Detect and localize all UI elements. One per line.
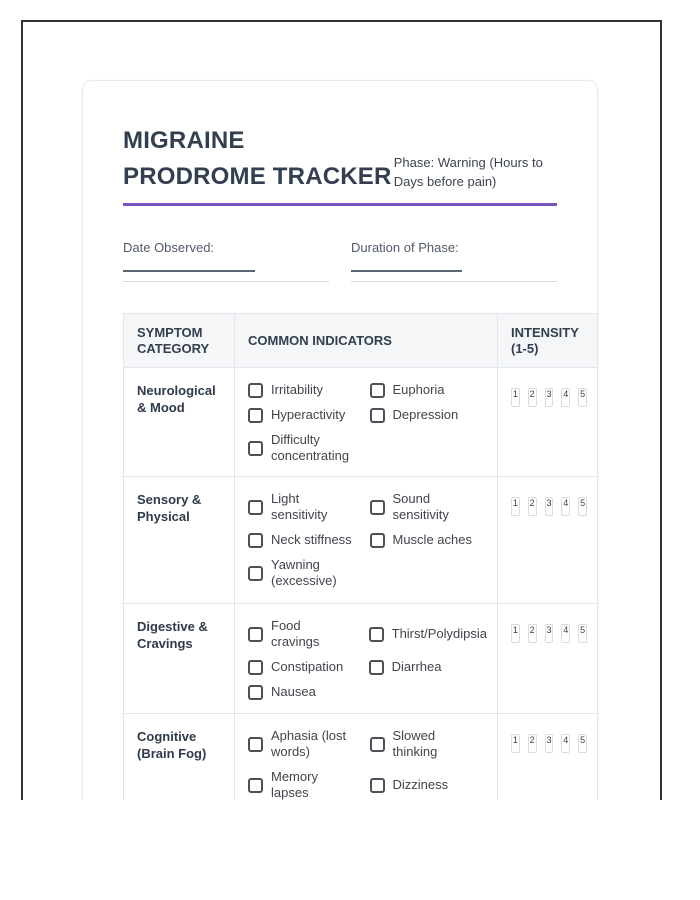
intensity-checkbox-1[interactable] xyxy=(511,624,520,643)
indicators-cell xyxy=(235,368,498,477)
intensity-checkbox-3[interactable] xyxy=(545,497,554,516)
checkbox-dizziness[interactable] xyxy=(370,778,385,793)
intensity-digit: 2 xyxy=(529,625,535,635)
indicator-item-neck-stiffness[interactable] xyxy=(248,532,366,548)
date-observed-label: Date Observed: xyxy=(123,240,215,255)
date-observed-underline xyxy=(123,281,329,282)
indicator-label: Memory lapses xyxy=(271,769,318,800)
intensity-digit: 3 xyxy=(546,625,552,635)
intensity-checkbox-3[interactable] xyxy=(545,734,554,753)
intensity-checkbox-4[interactable] xyxy=(561,734,570,753)
checkbox-slowed-thinking[interactable] xyxy=(370,737,385,752)
intensity-checkbox-5[interactable] xyxy=(578,497,587,516)
checkbox-euphoria[interactable] xyxy=(370,383,385,398)
intensity-digit: 2 xyxy=(529,389,535,399)
checkbox-muscle-aches[interactable] xyxy=(370,533,385,548)
intensity-checkbox-2[interactable] xyxy=(528,734,537,753)
checkbox-food-cravings[interactable] xyxy=(248,627,263,642)
phase-note: Phase: Warning (Hours to Days before pain) xyxy=(393,155,543,189)
intensity-cell xyxy=(498,477,598,604)
indicator-label: Light sensitivity xyxy=(271,491,328,522)
intensity-checkbox-5[interactable] xyxy=(578,624,587,643)
symptom-row xyxy=(124,477,598,604)
document-page xyxy=(21,20,662,800)
indicator-item-aphasia-lost-words[interactable] xyxy=(248,728,366,760)
symptom-category: Cognitive (Brain Fog) xyxy=(124,714,235,801)
checkbox-aphasia-lost-words[interactable] xyxy=(248,737,263,752)
checkbox-nausea[interactable] xyxy=(248,685,263,700)
header-common-indicators: COMMON INDICATORS xyxy=(235,314,498,368)
intensity-checkbox-2[interactable] xyxy=(528,388,537,407)
indicator-label: Nausea xyxy=(271,684,316,699)
indicator-grid xyxy=(248,491,487,589)
symptom-category: Sensory & Physical xyxy=(124,477,235,604)
checkbox-sound-sensitivity[interactable] xyxy=(370,500,385,515)
indicator-item-difficulty-concentrating[interactable] xyxy=(248,432,366,464)
intensity-digit: 5 xyxy=(580,389,586,399)
intensity-checkbox-3[interactable] xyxy=(545,388,554,407)
indicator-item-irritability[interactable] xyxy=(248,382,366,398)
duration-of-phase-underline xyxy=(351,281,557,282)
indicator-label: Constipation xyxy=(271,659,344,674)
indicator-label: Hyperactivity xyxy=(271,407,346,422)
checkbox-memory-lapses[interactable] xyxy=(248,778,263,793)
intensity-digit: 3 xyxy=(546,389,552,399)
intensity-checkbox-2[interactable] xyxy=(528,497,537,516)
header xyxy=(123,123,557,195)
intensity-digit: 5 xyxy=(580,735,586,745)
intensity-digit: 4 xyxy=(563,625,569,635)
checkbox-constipation[interactable] xyxy=(248,660,263,675)
symptom-table xyxy=(123,313,598,800)
intensity-digit: 4 xyxy=(563,498,569,508)
date-observed-field xyxy=(123,240,329,282)
intensity-digit: 4 xyxy=(563,389,569,399)
checkbox-yawning-excessive[interactable] xyxy=(248,566,263,581)
checkbox-irritability[interactable] xyxy=(248,383,263,398)
accent-divider xyxy=(123,203,557,206)
indicator-grid xyxy=(248,382,487,464)
intensity-digit: 2 xyxy=(529,735,535,745)
indicator-grid xyxy=(248,618,487,700)
intensity-digit: 1 xyxy=(512,389,518,399)
indicator-label: Aphasia (lost words) xyxy=(271,728,347,759)
checkbox-hyperactivity[interactable] xyxy=(248,408,263,423)
header-symptom-category: SYMPTOM CATEGORY xyxy=(124,314,235,368)
indicator-item-euphoria[interactable] xyxy=(370,382,488,398)
indicator-item-memory-lapses[interactable] xyxy=(248,769,366,800)
indicators-cell xyxy=(235,714,498,801)
intensity-scale xyxy=(511,491,587,516)
duration-of-phase-label: Duration of Phase: xyxy=(351,240,459,255)
checkbox-diarrhea[interactable] xyxy=(369,660,384,675)
indicator-item-hyperactivity[interactable] xyxy=(248,407,366,423)
indicator-label: Sound sensitivity xyxy=(392,491,449,522)
symptom-category: Digestive & Cravings xyxy=(124,604,235,714)
symptom-category: Neurological & Mood xyxy=(124,368,235,477)
duration-of-phase-blank xyxy=(351,270,462,272)
indicator-label: Muscle aches xyxy=(392,532,472,547)
checkbox-depression[interactable] xyxy=(370,408,385,423)
intensity-checkbox-5[interactable] xyxy=(578,388,587,407)
intensity-checkbox-1[interactable] xyxy=(511,497,520,516)
intensity-digit: 4 xyxy=(563,735,569,745)
symptom-row xyxy=(124,714,598,801)
duration-of-phase-field xyxy=(351,240,557,282)
intensity-checkbox-3[interactable] xyxy=(545,624,554,643)
indicator-item-diarrhea[interactable] xyxy=(369,659,487,675)
indicator-item-yawning-excessive[interactable] xyxy=(248,557,366,589)
indicator-label: Difficulty concentrating xyxy=(271,432,350,463)
intensity-checkbox-1[interactable] xyxy=(511,388,520,407)
symptom-table-body xyxy=(124,368,598,801)
tracker-card xyxy=(82,80,598,800)
indicators-cell xyxy=(235,477,498,604)
checkbox-light-sensitivity[interactable] xyxy=(248,500,263,515)
indicator-label: Food cravings xyxy=(271,618,320,649)
intensity-cell xyxy=(498,368,598,477)
indicator-label: Dizziness xyxy=(392,777,449,792)
indicator-item-light-sensitivity[interactable] xyxy=(248,491,366,523)
table-header-row xyxy=(124,314,598,368)
indicator-item-dizziness[interactable] xyxy=(370,769,488,800)
intensity-scale xyxy=(511,728,587,753)
indicators-cell xyxy=(235,604,498,714)
indicator-item-slowed-thinking[interactable] xyxy=(370,728,488,760)
intensity-checkbox-5[interactable] xyxy=(578,734,587,753)
indicator-grid xyxy=(248,728,487,800)
indicator-label: Irritability xyxy=(271,382,324,397)
date-observed-blank xyxy=(123,270,255,272)
indicator-item-muscle-aches[interactable] xyxy=(370,532,488,548)
intensity-scale xyxy=(511,382,587,407)
indicator-item-thirst-polydipsia[interactable] xyxy=(369,618,487,650)
indicator-label: Thirst/Polydipsia xyxy=(391,626,487,641)
intensity-digit: 1 xyxy=(512,625,518,635)
indicator-label: Diarrhea xyxy=(391,659,442,674)
indicator-item-constipation[interactable] xyxy=(248,659,365,675)
intensity-cell xyxy=(498,604,598,714)
symptom-row xyxy=(124,368,598,477)
intensity-checkbox-4[interactable] xyxy=(561,388,570,407)
intensity-digit: 5 xyxy=(580,625,586,635)
checkbox-neck-stiffness[interactable] xyxy=(248,533,263,548)
indicator-item-depression[interactable] xyxy=(370,407,488,423)
indicator-item-sound-sensitivity[interactable] xyxy=(370,491,488,523)
meta-fields xyxy=(123,240,557,282)
symptom-row xyxy=(124,604,598,714)
indicator-label: Depression xyxy=(392,407,459,422)
intensity-checkbox-4[interactable] xyxy=(561,497,570,516)
intensity-checkbox-1[interactable] xyxy=(511,734,520,753)
checkbox-thirst-polydipsia[interactable] xyxy=(369,627,384,642)
intensity-checkbox-4[interactable] xyxy=(561,624,570,643)
indicator-label: Euphoria xyxy=(392,382,445,397)
indicator-label: Slowed thinking xyxy=(392,728,438,759)
indicator-item-nausea[interactable] xyxy=(248,684,365,700)
intensity-digit: 5 xyxy=(580,498,586,508)
intensity-checkbox-2[interactable] xyxy=(528,624,537,643)
indicator-item-food-cravings[interactable] xyxy=(248,618,365,650)
indicator-label: Yawning (excessive) xyxy=(271,557,337,588)
intensity-digit: 3 xyxy=(546,735,552,745)
page-title: MIGRAINE PRODROME TRACKER xyxy=(123,127,392,190)
indicator-label: Neck stiffness xyxy=(271,532,352,547)
header-intensity: INTENSITY (1-5) xyxy=(498,314,598,368)
intensity-digit: 3 xyxy=(546,498,552,508)
intensity-scale xyxy=(511,618,587,643)
checkbox-difficulty-concentrating[interactable] xyxy=(248,441,263,456)
intensity-cell xyxy=(498,714,598,801)
intensity-digit: 2 xyxy=(529,498,535,508)
intensity-digit: 1 xyxy=(512,735,518,745)
intensity-digit: 1 xyxy=(512,498,518,508)
